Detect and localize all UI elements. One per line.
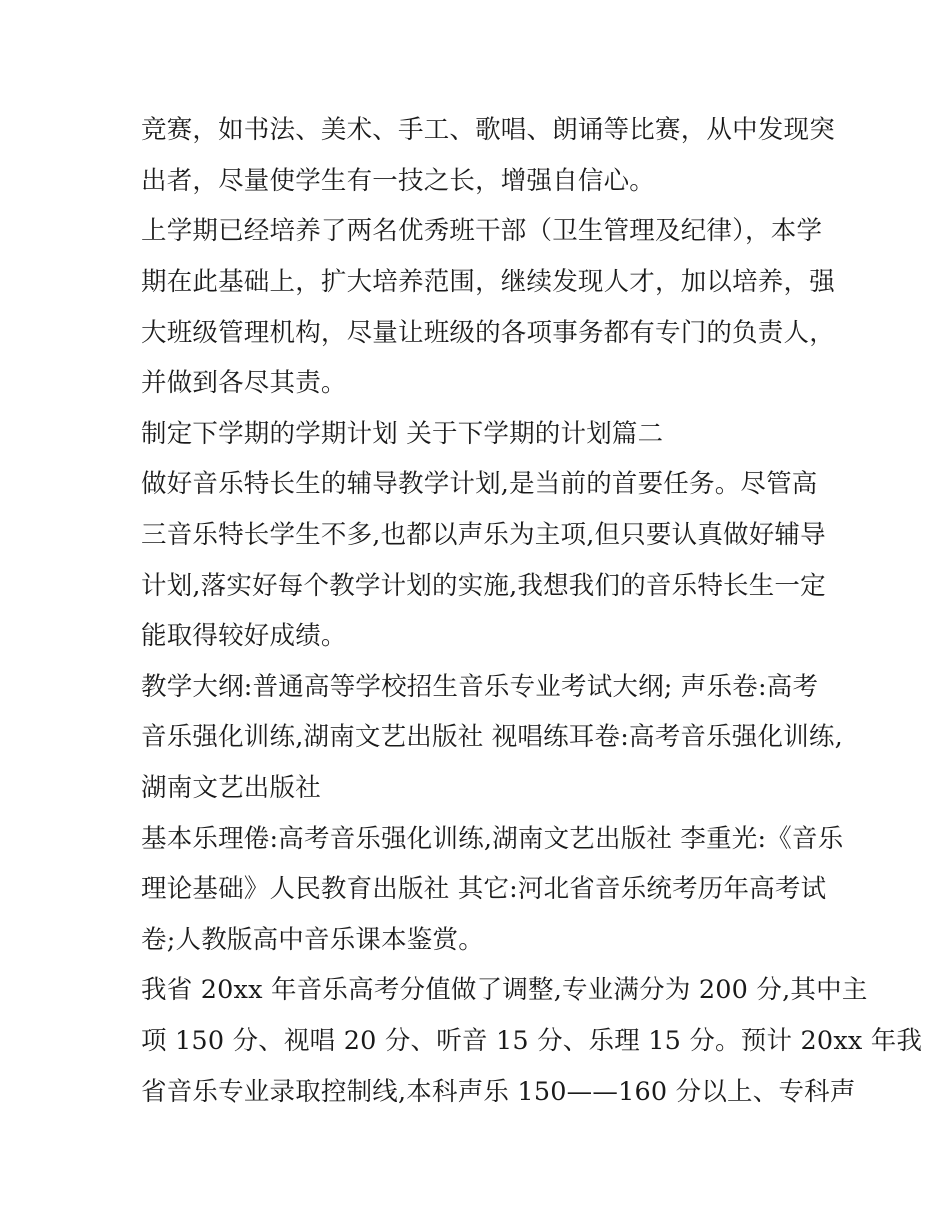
text-line: 大班级管理机构，尽量让班级的各项事务都有专门的负责人， xyxy=(141,318,835,348)
text-line: 教学大纲:普通高等学校招生音乐专业考试大纲; 声乐卷:高考 xyxy=(141,672,819,702)
text-line: 理论基础》人民教育出版社 其它:河北省音乐统考历年高考试 xyxy=(141,874,827,904)
text-line: 计划,落实好每个教学计划的实施,我想我们的音乐特长生一定 xyxy=(141,571,826,601)
text-line: 项 150 分、视唱 20 分、听音 15 分、乐理 15 分。预计 20xx 年我 xyxy=(141,1026,923,1056)
text-line: 我省 20xx 年音乐高考分值做了调整,专业满分为 200 分,其中主 xyxy=(141,975,868,1005)
text-line: 能取得较好成绩。 xyxy=(141,621,347,651)
text-line: 做好音乐特长生的辅导教学计划,是当前的首要任务。尽管高 xyxy=(141,469,818,499)
text-line: 基本乐理倦:高考音乐强化训练,湖南文艺出版社 李重光:《音乐 xyxy=(141,824,844,854)
text-line: 上学期已经培养了两名优秀班干部（卫生管理及纪律），本学 xyxy=(141,216,823,246)
text-line: 并做到各尽其责。 xyxy=(141,368,347,398)
text-line: 期在此基础上，扩大培养范围，继续发现人才，加以培养，强 xyxy=(141,267,835,297)
text-line: 卷;人教版高中音乐课本鉴赏。 xyxy=(141,925,484,955)
section-heading: 制定下学期的学期计划 关于下学期的计划篇二 xyxy=(141,419,664,449)
text-line: 出者，尽量使学生有一技之长，增强自信心。 xyxy=(141,166,656,196)
text-line: 三音乐特长学生不多,也都以声乐为主项,但只要认真做好辅导 xyxy=(141,520,826,550)
text-line: 湖南文艺出版社 xyxy=(141,773,321,803)
text-line: 省音乐专业录取控制线,本科声乐 150——160 分以上、专科声 xyxy=(141,1077,856,1107)
text-line: 竞赛，如书法、美术、手工、歌唱、朗诵等比赛，从中发现突 xyxy=(141,115,835,145)
text-line: 音乐强化训练,湖南文艺出版社 视唱练耳卷:高考音乐强化训练, xyxy=(141,722,843,752)
